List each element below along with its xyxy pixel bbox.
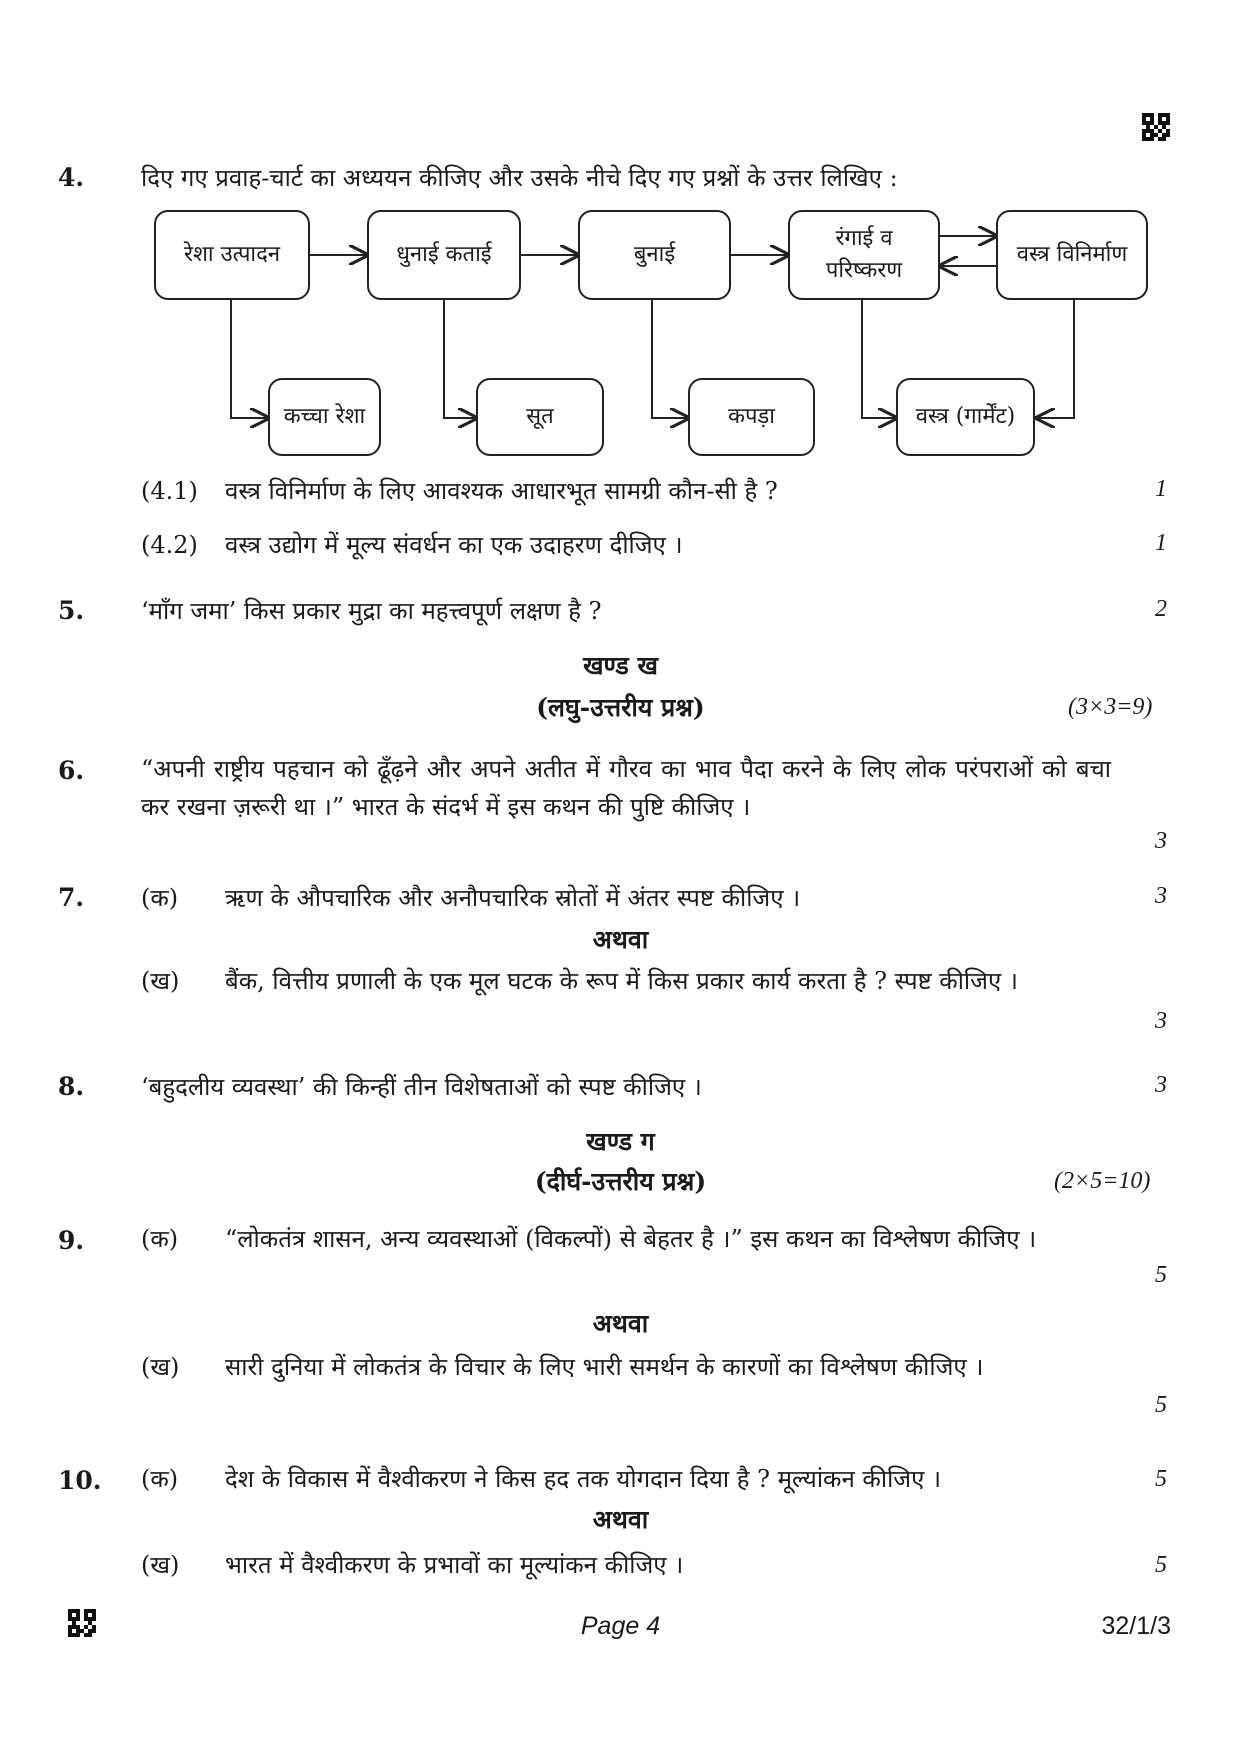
or-label: अथवा xyxy=(592,925,649,954)
sub-question-text: वस्त्र उद्योग में मूल्य संवर्धन का एक उदाहरण दीजिए । xyxy=(225,531,683,559)
sub-question-number: (4.1) xyxy=(141,477,198,505)
question-text: सारी दुनिया में लोकतंत्र के विचार के लिए भारी समर्थन के कारणों का विश्लेषण कीजिए । xyxy=(225,1353,984,1381)
question-text: “लोकतंत्र शासन, अन्य व्यवस्थाओं (विकल्पों) से बेहतर है ।” इस कथन का विश्लेषण कीजिए । xyxy=(225,1225,1037,1253)
section-marks: (2×5=10) xyxy=(1054,1168,1151,1194)
or-label: अथवा xyxy=(592,1309,649,1338)
question-text: ऋण के औपचारिक और अनौपचारिक स्रोतों में अंतर स्पष्ट कीजिए । xyxy=(225,884,801,912)
flow-box-carding-spinning: धुनाई कताई xyxy=(367,210,521,300)
section-title: खण्ड ग xyxy=(586,1127,655,1156)
paper-code: 32/1/3 xyxy=(1101,1612,1171,1640)
or-label: अथवा xyxy=(592,1505,649,1534)
question-text: भारत में वैश्वीकरण के प्रभावों का मूल्यांकन कीजिए । xyxy=(225,1551,684,1579)
question-number: 8. xyxy=(58,1072,85,1101)
flow-box-dyeing-finishing: रंगाई व परिष्करण xyxy=(788,210,940,300)
marks: 3 xyxy=(1155,828,1167,854)
page-number: Page 4 xyxy=(580,1612,661,1640)
section-title: खण्ड ख xyxy=(583,651,658,680)
flow-box-yarn: सूत xyxy=(476,378,604,456)
question-number: 4. xyxy=(58,163,85,192)
option-label: (ख) xyxy=(141,1353,180,1381)
section-subtitle: (दीर्घ-उत्तरीय प्रश्न) xyxy=(534,1167,707,1196)
option-label: (क) xyxy=(141,884,179,912)
arrow xyxy=(862,300,896,418)
question-text: देश के विकास में वैश्वीकरण ने किस हद तक योगदान दिया है ? मूल्यांकन कीजिए । xyxy=(225,1465,942,1493)
section-marks: (3×3=9) xyxy=(1068,694,1153,720)
question-text: दिए गए प्रवाह-चार्ट का अध्ययन कीजिए और उसके नीचे दिए गए प्रश्नों के उत्तर लिखिए : xyxy=(141,164,898,192)
arrow xyxy=(652,300,688,418)
marks: 3 xyxy=(1155,1008,1167,1034)
question-number: 5. xyxy=(58,596,85,625)
question-number: 7. xyxy=(58,883,85,912)
option-label: (ख) xyxy=(141,967,180,995)
flow-box-garment-manufacturing: वस्त्र विनिर्माण xyxy=(996,210,1148,300)
arrow xyxy=(1037,300,1074,418)
sub-question-text: वस्त्र विनिर्माण के लिए आवश्यक आधारभूत सामग्री कौन-सी है ? xyxy=(225,477,778,505)
section-subtitle: (लघु-उत्तरीय प्रश्न) xyxy=(536,693,705,722)
arrow xyxy=(444,300,476,418)
option-label: (क) xyxy=(141,1465,179,1493)
marks: 1 xyxy=(1155,530,1167,556)
question-number: 6. xyxy=(58,756,85,785)
marks: 5 xyxy=(1155,1262,1167,1288)
sub-question-number: (4.2) xyxy=(141,531,198,559)
flow-box-fabric: कपड़ा xyxy=(688,378,815,456)
marks: 1 xyxy=(1155,476,1167,502)
question-number: 9. xyxy=(58,1226,85,1255)
flow-box-garment: वस्त्र (गार्मेंट) xyxy=(896,378,1035,456)
arrow xyxy=(231,300,268,418)
question-text: ‘माँग जमा’ किस प्रकार मुद्रा का महत्त्वपूर्ण लक्षण है ? xyxy=(141,597,602,625)
flow-box-weaving: बुनाई xyxy=(578,210,731,300)
question-text: बैंक, वित्तीय प्रणाली के एक मूल घटक के रूप में किस प्रकार कार्य करता है ? स्पष्ट कीजिए । xyxy=(225,967,1018,995)
marks: 5 xyxy=(1155,1466,1167,1492)
marks: 3 xyxy=(1155,883,1167,909)
flow-box-fibre-production: रेशा उत्पादन xyxy=(154,210,310,300)
marks: 2 xyxy=(1155,596,1167,622)
question-number: 10. xyxy=(58,1466,102,1495)
question-text: ‘बहुदलीय व्यवस्था’ की किन्हीं तीन विशेषताओं को स्पष्ट कीजिए । xyxy=(141,1073,702,1101)
option-label: (क) xyxy=(141,1225,179,1253)
question-text: “अपनी राष्ट्रीय पहचान को ढूँढ़ने और अपने अतीत में गौरव का भाव पैदा करने के लिए लोक परंपराओं को बचा कर रखना ज़रूरी था ।” भारत के संदर्भ में इस कथन की पुष्टि कीजिए । xyxy=(141,755,1111,821)
marks: 3 xyxy=(1155,1072,1167,1098)
flow-box-raw-fibre: कच्चा रेशा xyxy=(268,378,381,456)
marks: 5 xyxy=(1155,1392,1167,1418)
option-label: (ख) xyxy=(141,1551,180,1579)
marks: 5 xyxy=(1155,1552,1167,1578)
